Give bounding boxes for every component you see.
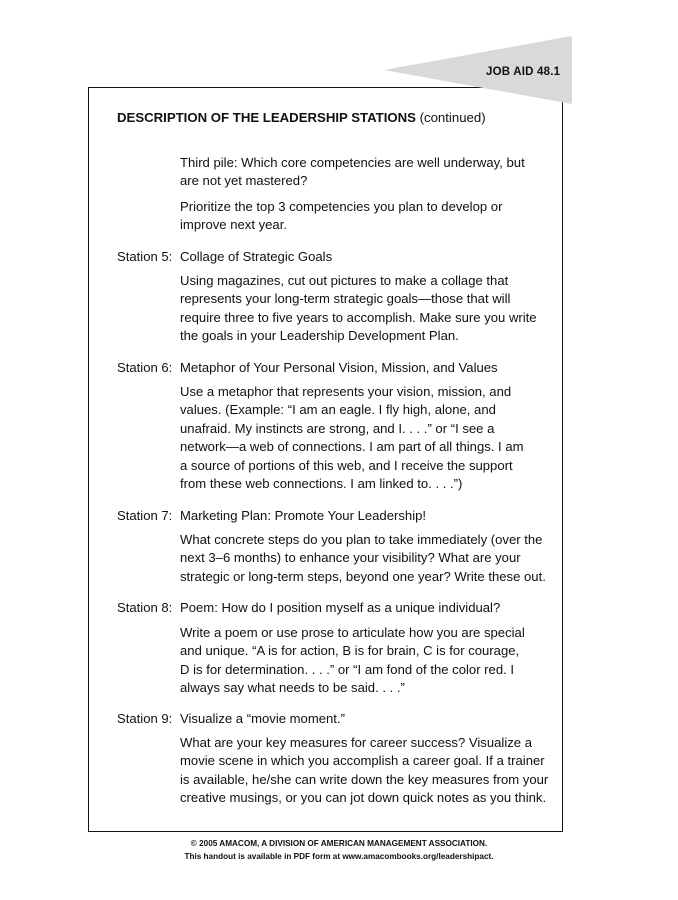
station-5-body: Using magazines, cut out pictures to make a collage that represents your long-term strategic goals—those that will require three to five years to accomplish. Make sure you write the goals in your Leadership Development Plan. bbox=[180, 273, 537, 344]
intro-paragraph-2: Prioritize the top 3 competencies you plan to develop or improve next year. bbox=[180, 199, 503, 233]
station-5-title: Collage of Strategic Goals bbox=[180, 249, 333, 264]
job-aid-label: JOB AID 48.1 bbox=[486, 66, 561, 78]
station-8-label: Station 8: bbox=[117, 600, 173, 615]
station-9-title: Visualize a “movie moment.” bbox=[180, 711, 345, 726]
page-title-bold: DESCRIPTION OF THE LEADERSHIP STATIONS bbox=[117, 110, 416, 125]
station-6-title: Metaphor of Your Personal Vision, Mission, and Values bbox=[180, 360, 498, 375]
intro-paragraph-1: Third pile: Which core competencies are well underway, but are not yet mastered? bbox=[180, 155, 525, 189]
station-5-label: Station 5: bbox=[117, 249, 173, 264]
station-6-label: Station 6: bbox=[117, 360, 173, 375]
station-9-body: What are your key measures for career success? Visualize a movie scene in which you accomplish a career goal. If a trainer is available, he/she can write down the key measures from your creative musings, or you can jot down quick notes as you think. bbox=[180, 735, 549, 806]
handout-link-line: This handout is available in PDF form at www.amacombooks.org/leadershipact. bbox=[184, 852, 494, 861]
station-7-body: What concrete steps do you plan to take immediately (over the next 3–6 months) to enhance your visibility? What are your strategic or long-term steps, beyond one year? Write these out. bbox=[180, 532, 546, 584]
station-8-body: Write a poem or use prose to articulate how you are special and unique. “A is for action, B is for brain, C is for courage, D is for determination. . . .” or “I am fond of the color red. I always say what needs to be said. . . .” bbox=[180, 625, 525, 696]
station-6-body: Use a metaphor that represents your vision, mission, and values. (Example: “I am an eagle. I fly high, alone, and unafraid. My instincts are strong, and I. . . .” or “I see a network—a web of connections. I am part of all things. I am a source of portions of this web, and I receive the support from these web connections. I am linked to. . . .”) bbox=[180, 384, 524, 492]
station-9-label: Station 9: bbox=[117, 711, 173, 726]
page-title-suffix: (continued) bbox=[415, 110, 486, 125]
page-title bbox=[117, 110, 486, 125]
station-7-label: Station 7: bbox=[117, 508, 173, 523]
station-7-title: Marketing Plan: Promote Your Leadership! bbox=[180, 508, 427, 523]
copyright-line: © 2005 AMACOM, A DIVISION OF AMERICAN MANAGEMENT ASSOCIATION. bbox=[190, 839, 488, 848]
station-8-title: Poem: How do I position myself as a unique individual? bbox=[180, 600, 501, 615]
